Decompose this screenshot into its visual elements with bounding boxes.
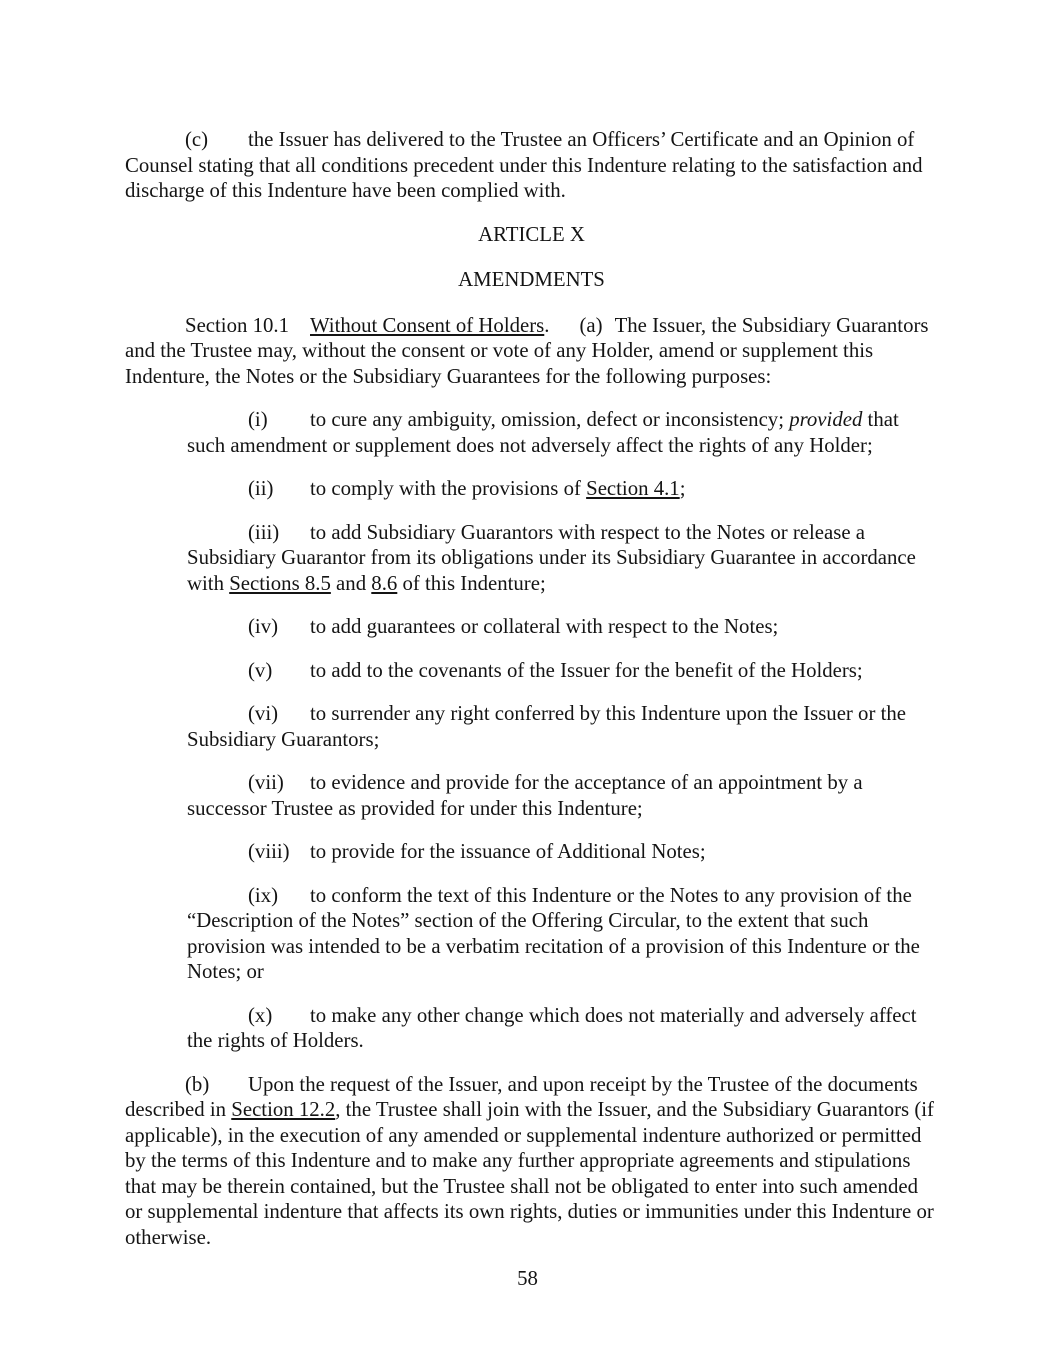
list-item-vii-label: (vii) (248, 771, 284, 794)
list-item-ii-label: (ii) (248, 477, 274, 500)
section-10-1-heading: Without Consent of Holders (310, 313, 545, 337)
section-8-6-ref: 8.6 (371, 571, 398, 595)
section-4-1-ref: Section 4.1 (586, 477, 680, 500)
list-item-vi-text: to surrender any right conferred by this Indenture upon the Issuer or the Subsidiary Guarantors; (187, 702, 906, 751)
article-heading: ARTICLE X (478, 222, 585, 246)
list-item-viii-label: (viii) (248, 840, 290, 863)
list-item-ii-text: ; (679, 477, 686, 500)
list-item-iii (187, 520, 938, 597)
list-item-ii-text: to comply with the provisions of (310, 477, 587, 500)
list-item-iii-text: of this Indenture; (397, 571, 546, 595)
section-10-1-label: Section 10.1 (185, 313, 289, 337)
list-item-i (187, 407, 938, 458)
list-item-i-text: that such amendment or supplement does not adversely affect the rights of any Holder; (187, 408, 899, 457)
section-10-1-sub-label: (a) (579, 313, 603, 337)
list-item-ii (187, 476, 938, 502)
list-item-ix-text: to conform the text of this Indenture or the Notes to any provision of the “Description of the Notes” section of the Offering Circular, to the extent that such provision was intended to be a verbatim recitation of a provision of this Indenture or the Notes; or (187, 883, 920, 983)
section-12-2-ref: Section 12.2 (231, 1098, 336, 1121)
list-item-iii-text: to add Subsidiary Guarantors with respect to the Notes or release a Subsidiary Guarantor from its obligations under its Subsidiary Guarantee in accordance with (187, 520, 916, 595)
paragraph-b-text: Upon the request of the Issuer, and upon receipt by the Trustee of the documents described in (125, 1072, 918, 1121)
section-10-1-text: The Issuer, the Subsidiary Guarantors and the Trustee may, without the consent or vote of any Holder, amend or supplement this Indenture, the Notes or the Subsidiary Guarantees for the following purposes: (125, 313, 929, 388)
paragraph-b-label: (b) (185, 1072, 210, 1096)
page-number: 58 (517, 1267, 538, 1290)
list-item-v (187, 658, 938, 684)
paragraph-c (125, 127, 938, 204)
list-item-v-label: (v) (248, 658, 273, 682)
list-item-v-text: to add to the covenants of the Issuer for the benefit of the Holders; (310, 658, 863, 682)
paragraph-c-text: the Issuer has delivered to the Trustee an Officers’ Certificate and an Opinion of Counsel stating that all conditions precedent under this Indenture relating to the satisfaction and discharge of this Indenture have been complied with. (125, 128, 923, 202)
list-item-vii-text: to evidence and provide for the acceptance of an appointment by a successor Trustee as provided for under this Indenture; (187, 771, 863, 820)
list-item-vii (187, 770, 938, 821)
list-item-iv (187, 614, 938, 640)
list-item-iii-text: and (330, 571, 372, 595)
list-item-ix (187, 883, 938, 985)
list-item-viii (187, 839, 938, 865)
list-item-x-text: to make any other change which does not materially and adversely affect the rights of Holders. (187, 1003, 917, 1052)
list-item-ix-label: (ix) (248, 883, 279, 907)
section-10-1-heading-period: . (544, 313, 550, 337)
list-item-iii-label: (iii) (248, 520, 280, 544)
provided-italic: provided (789, 408, 863, 431)
list-item-vi-label: (vi) (248, 702, 279, 725)
sections-8-5-ref: Sections 8.5 (229, 571, 331, 595)
article-title: AMENDMENTS (458, 268, 605, 291)
list-item-iv-text: to add guarantees or collateral with respect to the Notes; (310, 615, 779, 638)
list-item-i-text: to cure any ambiguity, omission, defect or inconsistency; (310, 408, 790, 431)
list-item-x (187, 1003, 938, 1054)
list-item-i-label: (i) (248, 408, 268, 431)
section-10-1-paragraph (125, 313, 938, 390)
list-item-viii-text: to provide for the issuance of Additional Notes; (310, 840, 706, 863)
paragraph-b (125, 1072, 938, 1251)
list-item-vi (187, 701, 938, 752)
paragraph-c-label: (c) (185, 128, 209, 151)
list-item-iv-label: (iv) (248, 615, 279, 638)
paragraph-b-text: , the Trustee shall join with the Issuer, and the Subsidiary Guarantors (if applicable), in the execution of any amended or supplemental indenture authorized or permitted by the terms of this Indenture and to make any further appropriate agreements and stipulations that may be therein contained, but the Trustee shall not be obligated to enter into such amended or supplemental indenture that affects its own rights, duties or immunities under this Indenture or otherwise. (125, 1098, 934, 1249)
list-item-x-label: (x) (248, 1003, 273, 1027)
document-content (125, 127, 938, 1268)
